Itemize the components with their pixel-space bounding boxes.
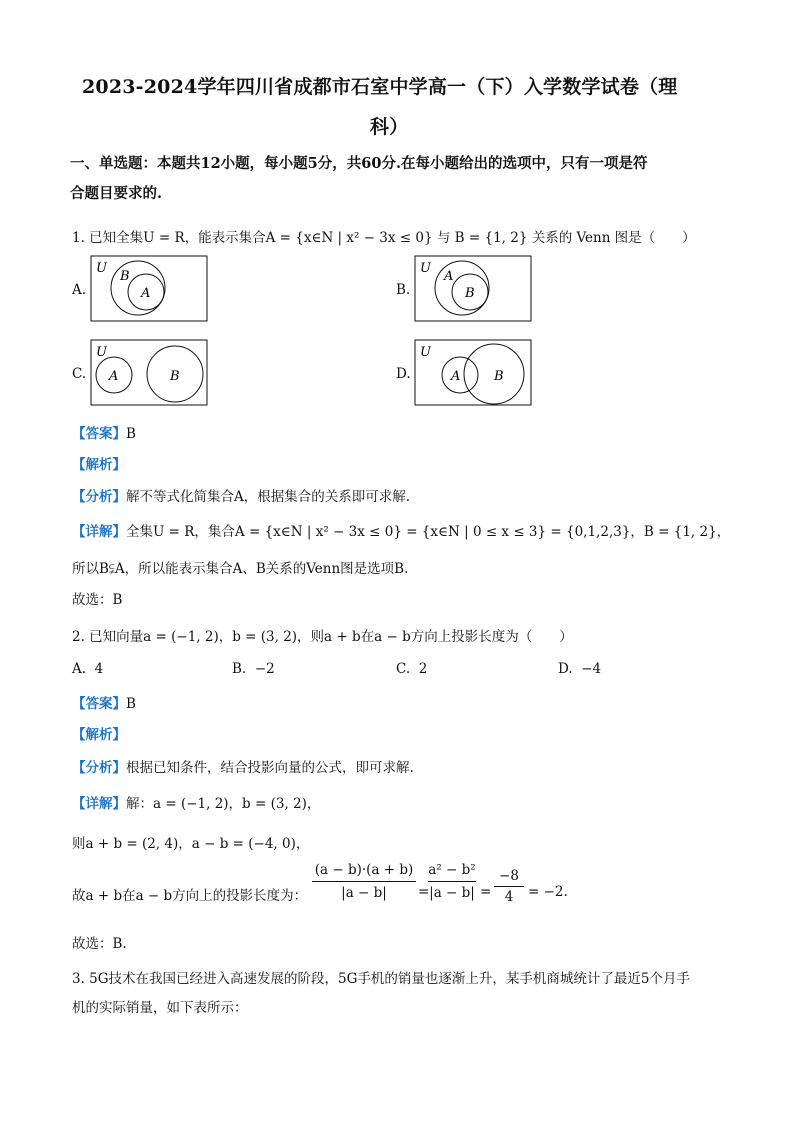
q2-option-d — [558, 661, 601, 677]
q2-frac3-denominator: 4 — [504, 889, 514, 905]
section-heading-line2: 合题目要求的. — [70, 185, 163, 202]
q1c-left: A — [109, 369, 119, 384]
q1-option-a-venn — [90, 255, 210, 323]
q1b-innermost: B — [465, 286, 475, 301]
q1c-right: B — [170, 369, 180, 384]
q1a-u: U — [96, 261, 107, 276]
q1d-u: U — [420, 345, 431, 360]
q2-option-b-label: B. — [232, 661, 247, 677]
q1c-u: U — [96, 345, 107, 360]
question-3-line2: 机的实际销量，如下表所示： — [72, 1000, 248, 1016]
q2-choice-value: B. — [112, 936, 127, 952]
q2-vectors-line: 则a + b = (2, 4)，a − b = (−4, 0)， — [72, 836, 310, 852]
q1-fenxi-row — [72, 485, 410, 505]
q2-answer-tag: 【答案】 — [72, 696, 126, 712]
q1-option-b-venn — [414, 255, 534, 323]
q2-frac1-numerator: (a − b)·(a + b) — [312, 862, 416, 882]
q1-answer-row — [72, 422, 136, 442]
q2-frac3-numerator: −8 — [494, 868, 524, 887]
page-title-line1: 2023-2024学年四川省成都市石室中学高一（下）入学数学试卷（理 — [82, 76, 678, 98]
q2-option-a-label: A. — [72, 661, 87, 677]
q2-result: = −2. — [528, 884, 568, 900]
q1-conclusion: 所以B⫋A，所以能表示集合A、B关系的Venn图是选项B. — [72, 561, 409, 577]
q2-fenxi-tag: 【分析】 — [72, 760, 126, 776]
q2-option-a — [72, 661, 103, 677]
q2-choice-tag: 故选： — [72, 936, 113, 952]
q2-frac1-denominator: |a − b| — [341, 885, 387, 901]
q1b-u: U — [420, 261, 431, 276]
q2-option-c — [396, 661, 427, 677]
q2-xiangjie-text: 解：a = (−1, 2)，b = (3, 2)， — [126, 796, 321, 812]
q1-option-c-label: C. — [72, 366, 87, 382]
q2-analysis-tag: 【解析】 — [72, 727, 126, 743]
q1-answer-tag: 【答案】 — [72, 426, 126, 442]
q1-option-d-venn — [414, 339, 534, 407]
q2-frac2-denominator: |a − b| — [429, 885, 475, 901]
q2-fenxi-text: 根据已知条件，结合投影向量的公式，即可求解. — [126, 760, 414, 776]
q2-fraction-3 — [494, 868, 524, 905]
question-3-line1: 3. 5G技术在我国已经进入高速发展的阶段，5G手机的销量也逐渐上升，某手机商城统计了最近5个月手 — [72, 971, 691, 987]
q1-answer-value: B — [126, 426, 136, 442]
q2-equals-1: = — [418, 884, 430, 900]
q2-projection-prefix: 故a + b在a − b方向上的投影长度为： — [72, 888, 308, 904]
q1-xiangjie-tag: 【详解】 — [72, 524, 126, 540]
q1a-inner: B — [120, 269, 130, 284]
q1d-left: A — [451, 369, 461, 384]
q1b-inner: A — [444, 269, 454, 284]
q2-answer-value: B — [126, 696, 136, 712]
q2-option-b-value: −2 — [254, 661, 275, 677]
q1-option-a-label: A. — [72, 282, 87, 298]
q1-option-d-label: D. — [396, 366, 411, 382]
question-1-stem: 1. 已知全集U = R，能表示集合A = {x∈N | x² − 3x ≤ 0} 与 B = {1, 2} 关系的 Venn 图是（ ） — [72, 230, 696, 246]
q2-xiangjie-row — [72, 792, 320, 812]
q1d-right: B — [494, 369, 504, 384]
section-heading-line1: 一、单选题：本题共12小题，每小题5分，共60分.在每小题给出的选项中，只有一项是符 — [70, 155, 648, 172]
q1-fenxi-text: 解不等式化简集合A，根据集合的关系即可求解. — [126, 489, 411, 505]
q2-option-b — [232, 661, 275, 677]
q1-analysis-tag: 【解析】 — [72, 457, 126, 473]
q2-equals-2: = — [480, 884, 492, 900]
q2-option-a-value: 4 — [94, 661, 104, 677]
q2-option-d-label: D. — [558, 661, 573, 677]
q2-fraction-1 — [312, 862, 416, 901]
q2-frac2-numerator: a² − b² — [428, 862, 476, 882]
q2-fraction-2 — [428, 862, 476, 901]
q2-option-d-value: −4 — [581, 661, 602, 677]
q1-option-c-venn — [90, 339, 210, 407]
q1a-innermost: A — [141, 286, 151, 301]
q2-answer-row — [72, 692, 136, 712]
q2-option-c-value: 2 — [418, 661, 428, 677]
q2-xiangjie-tag: 【详解】 — [72, 796, 126, 812]
q1-xiangjie-row — [72, 520, 730, 540]
q2-option-c-label: C. — [396, 661, 411, 677]
q2-fenxi-row — [72, 756, 414, 776]
q1-fenxi-tag: 【分析】 — [72, 489, 126, 505]
page-title-line2: 科） — [370, 116, 409, 138]
q1-xiangjie-text: 全集U = R，集合A = {x∈N | x² − 3x ≤ 0} = {x∈N | 0 ≤ x ≤ 3} = {0,1,2,3}，B = {1, 2}， — [126, 524, 731, 540]
q1-choice-tag: 故选： — [72, 592, 113, 608]
q1-option-b-label: B. — [396, 282, 411, 298]
q2-choice-row — [72, 932, 127, 952]
q1-choice-value: B — [112, 592, 123, 608]
question-2-stem: 2. 已知向量a = (−1, 2)，b = (3, 2)，则a + b在a − b方向上投影长度为（ ） — [72, 629, 573, 645]
q1-choice-row — [72, 588, 122, 608]
